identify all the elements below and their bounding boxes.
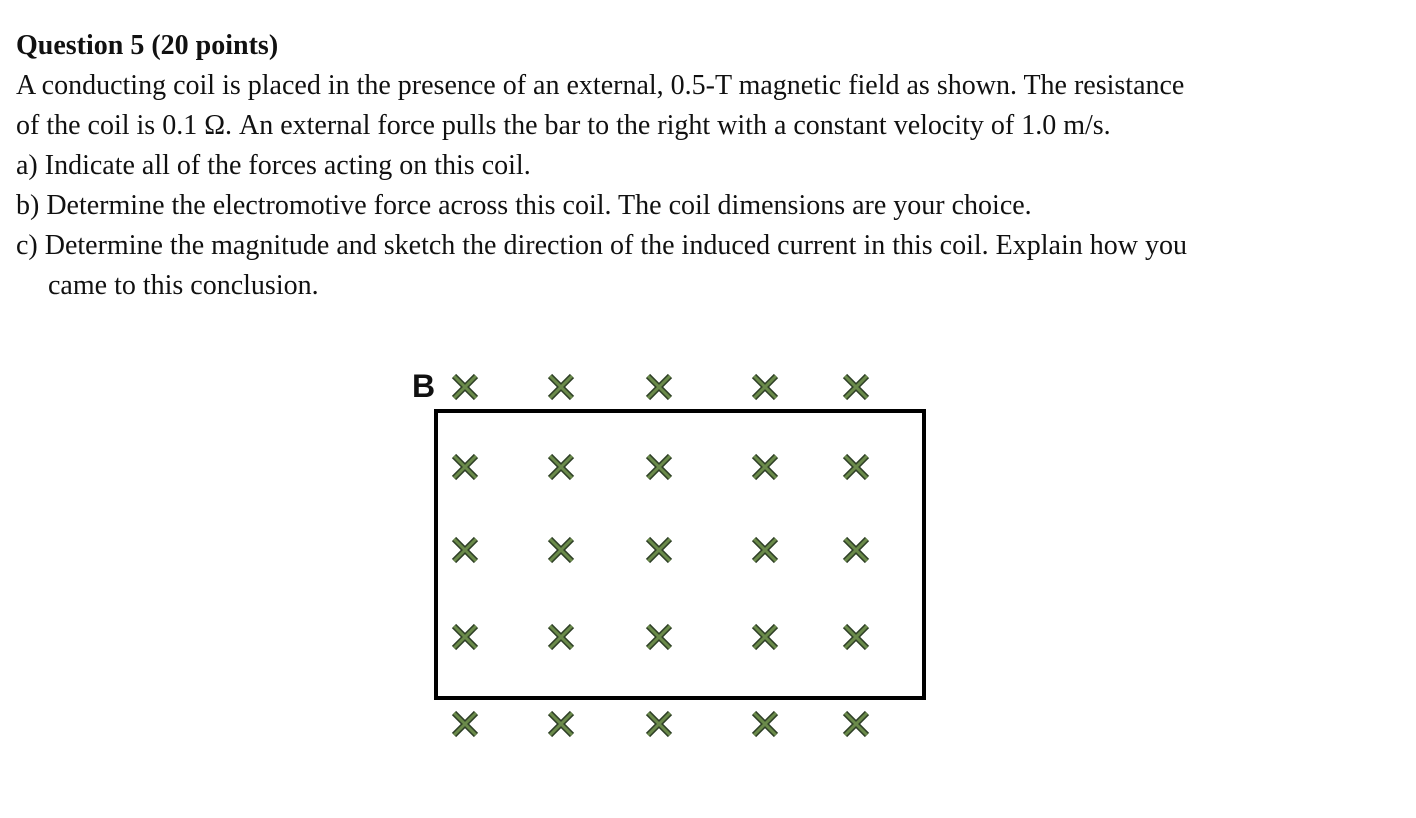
cross-icon — [845, 376, 867, 398]
cross-icon — [550, 539, 572, 561]
question-block — [16, 26, 1396, 306]
part-c-text-continued: came to this conclusion. — [48, 270, 319, 301]
cross-icon — [454, 376, 476, 398]
cross-icon — [845, 539, 867, 561]
cross-icon — [754, 713, 776, 735]
field-markers — [454, 376, 867, 735]
cross-icon — [454, 456, 476, 478]
cross-icon — [754, 456, 776, 478]
part-c-text: c) Determine the magnitude and sketch the direction of the induced current in this coil. Explain how you — [16, 230, 1187, 261]
cross-icon — [550, 626, 572, 648]
cross-icon — [648, 539, 670, 561]
cross-icon — [648, 626, 670, 648]
magnetic-field-label: B — [412, 368, 436, 404]
cross-icon — [550, 376, 572, 398]
cross-icon — [845, 456, 867, 478]
cross-icon — [550, 713, 572, 735]
cross-icon — [754, 376, 776, 398]
cross-icon — [648, 376, 670, 398]
cross-icon — [454, 626, 476, 648]
cross-icon — [754, 539, 776, 561]
part-b-text: b) Determine the electromotive force across this coil. The coil dimensions are your choice. — [16, 190, 1032, 221]
cross-icon — [454, 539, 476, 561]
cross-icon — [754, 626, 776, 648]
cross-icon — [454, 713, 476, 735]
part-a-text: a) Indicate all of the forces acting on this coil. — [16, 150, 531, 181]
cross-icon — [550, 456, 572, 478]
question-text-line-1: A conducting coil is placed in the presence of an external, 0.5-T magnetic field as shown. The resistance — [16, 70, 1185, 101]
cross-icon — [845, 626, 867, 648]
question-title: Question 5 (20 points) — [16, 30, 279, 61]
cross-icon — [648, 456, 670, 478]
question-text-line-2: of the coil is 0.1 Ω. An external force pulls the bar to the right with a constant velocity of 1.0 m/s. — [16, 110, 1111, 141]
cross-icon — [648, 713, 670, 735]
conducting-coil — [436, 411, 924, 698]
cross-icon — [845, 713, 867, 735]
